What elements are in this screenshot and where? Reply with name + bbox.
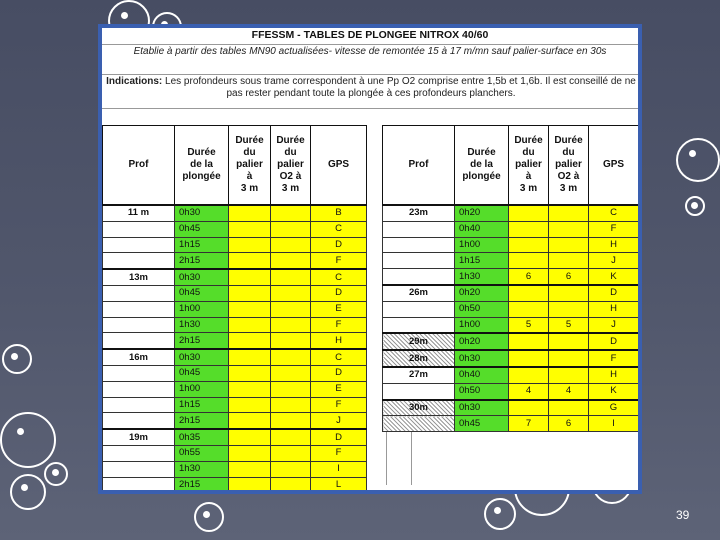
stop-o2-cell — [271, 397, 311, 413]
indications-text: Les profondeurs sous trame correspondent à une Pp O2 comprise entre 1,5b et 1,6b. Il est conseillé de ne pas rester pendant toute la plongée à ces profondeurs planchers. — [165, 76, 636, 99]
depth-cell: 27m — [383, 367, 455, 383]
header-gps: GPS — [589, 126, 639, 206]
table-row — [103, 301, 367, 317]
duration-cell: 2h15 — [175, 253, 229, 269]
stop-o2-cell — [549, 367, 589, 383]
stop-3m-cell — [229, 237, 271, 253]
duration-cell: 2h15 — [175, 333, 229, 349]
stop-3m-cell — [229, 221, 271, 237]
depth-cell — [103, 365, 175, 381]
stop-3m-cell — [509, 301, 549, 317]
bubble-decoration — [484, 498, 516, 530]
stop-3m-cell — [509, 367, 549, 383]
stop-3m-cell — [229, 477, 271, 493]
stop-3m-cell — [229, 445, 271, 461]
depth-cell: 30m — [383, 400, 455, 416]
depth-cell — [103, 445, 175, 461]
duration-cell: 0h30 — [175, 205, 229, 221]
table-row — [103, 269, 367, 285]
duration-cell: 2h15 — [175, 477, 229, 493]
header-palier-o2: Durée du palier O2 à 3 m — [271, 126, 311, 206]
table-row — [383, 253, 639, 269]
table-row — [103, 285, 367, 301]
duration-cell: 1h00 — [175, 301, 229, 317]
depth-cell — [103, 237, 175, 253]
table-row — [383, 317, 639, 333]
stop-o2-cell — [271, 413, 311, 429]
table-row — [103, 205, 367, 221]
duration-cell: 0h20 — [455, 205, 509, 221]
stop-3m-cell — [229, 269, 271, 285]
depth-cell — [383, 317, 455, 333]
stop-o2-cell: 5 — [549, 317, 589, 333]
header-palier: Durée du palier à 3 m — [509, 126, 549, 206]
stop-o2-cell — [271, 333, 311, 349]
gps-cell: E — [311, 381, 367, 397]
table-row — [103, 381, 367, 397]
table-row — [383, 301, 639, 317]
gps-cell: D — [311, 285, 367, 301]
depth-cell: 11 m — [103, 205, 175, 221]
document-subtitle: Etablie à partir des tables MN90 actualisées- vitesse de remontée 15 à 17 m/mn sauf palier-surface en 30s — [133, 46, 607, 57]
depth-cell — [103, 317, 175, 333]
table-row — [103, 253, 367, 269]
gps-cell: D — [589, 285, 639, 301]
stop-3m-cell — [509, 285, 549, 301]
stop-3m-cell: 7 — [509, 416, 549, 432]
depth-cell — [103, 301, 175, 317]
bubble-decoration — [676, 138, 720, 182]
gps-cell: D — [311, 365, 367, 381]
stop-3m-cell — [229, 429, 271, 445]
duration-cell: 0h45 — [175, 365, 229, 381]
stop-3m-cell — [229, 413, 271, 429]
stop-3m-cell — [509, 333, 549, 350]
stop-o2-cell — [271, 381, 311, 397]
stop-3m-cell — [229, 397, 271, 413]
gps-cell: J — [589, 317, 639, 333]
stop-o2-cell — [271, 445, 311, 461]
stop-o2-cell — [549, 400, 589, 416]
depth-cell — [383, 237, 455, 253]
depth-cell — [383, 383, 455, 399]
gps-cell: G — [589, 400, 639, 416]
table-row — [383, 367, 639, 383]
stop-3m-cell — [509, 253, 549, 269]
depth-cell — [383, 416, 455, 432]
depth-cell — [103, 285, 175, 301]
table-row — [103, 349, 367, 365]
stop-o2-cell — [271, 285, 311, 301]
stop-o2-cell: 6 — [549, 416, 589, 432]
duration-cell: 1h15 — [175, 237, 229, 253]
table-row — [103, 221, 367, 237]
gps-cell: E — [311, 301, 367, 317]
gps-cell: C — [589, 205, 639, 221]
depth-cell: 19m — [103, 429, 175, 445]
bubble-decoration — [194, 502, 224, 532]
table-row — [383, 383, 639, 399]
depth-cell — [383, 269, 455, 285]
table-row — [383, 416, 639, 432]
duration-cell: 1h30 — [175, 461, 229, 477]
gps-cell: I — [311, 461, 367, 477]
duration-cell: 0h20 — [455, 285, 509, 301]
duration-cell: 1h30 — [455, 269, 509, 285]
stop-o2-cell — [271, 365, 311, 381]
stop-o2-cell — [271, 317, 311, 333]
stop-o2-cell: 6 — [549, 269, 589, 285]
depth-cell — [383, 221, 455, 237]
stop-3m-cell — [229, 317, 271, 333]
stop-o2-cell — [271, 477, 311, 493]
gps-cell: F — [311, 397, 367, 413]
stop-3m-cell — [229, 365, 271, 381]
gps-cell: C — [311, 269, 367, 285]
stop-3m-cell — [509, 237, 549, 253]
table-row — [383, 269, 639, 285]
duration-cell: 0h45 — [175, 221, 229, 237]
table-row — [103, 397, 367, 413]
gps-cell: J — [311, 413, 367, 429]
bubble-decoration — [685, 196, 705, 216]
depth-cell — [103, 381, 175, 397]
stop-o2-cell — [271, 205, 311, 221]
gps-cell: K — [589, 269, 639, 285]
duration-cell: 1h30 — [175, 317, 229, 333]
gps-cell: D — [589, 333, 639, 350]
stop-3m-cell — [509, 350, 549, 367]
table-row — [383, 350, 639, 367]
stop-o2-cell — [549, 237, 589, 253]
depth-cell: 29m — [383, 333, 455, 350]
stop-3m-cell — [229, 253, 271, 269]
gps-cell: H — [589, 237, 639, 253]
bubble-decoration — [44, 462, 68, 486]
stop-o2-cell — [271, 269, 311, 285]
duration-cell: 0h30 — [175, 349, 229, 365]
stop-o2-cell — [549, 205, 589, 221]
stop-3m-cell — [229, 333, 271, 349]
stop-3m-cell — [229, 381, 271, 397]
right-dive-table — [382, 125, 639, 432]
gps-cell: H — [311, 333, 367, 349]
header-prof: Prof — [103, 126, 175, 206]
table-row — [383, 237, 639, 253]
table-row — [103, 317, 367, 333]
stop-3m-cell — [229, 205, 271, 221]
gps-cell: F — [311, 253, 367, 269]
table-row — [383, 221, 639, 237]
gps-cell: J — [589, 253, 639, 269]
bubble-decoration — [0, 412, 56, 468]
stop-o2-cell: 4 — [549, 383, 589, 399]
depth-cell — [383, 301, 455, 317]
table-row — [103, 333, 367, 349]
stop-3m-cell — [509, 400, 549, 416]
gps-cell: F — [589, 350, 639, 367]
duration-cell: 0h35 — [175, 429, 229, 445]
stop-o2-cell — [271, 301, 311, 317]
depth-cell — [103, 461, 175, 477]
duration-cell: 0h55 — [175, 445, 229, 461]
stop-3m-cell — [229, 349, 271, 365]
dive-table-document — [98, 24, 642, 494]
bubble-decoration — [2, 344, 32, 374]
stop-3m-cell — [509, 205, 549, 221]
stop-o2-cell — [271, 221, 311, 237]
gps-cell: H — [589, 301, 639, 317]
gps-cell: F — [311, 317, 367, 333]
stop-o2-cell — [271, 253, 311, 269]
table-row — [103, 477, 367, 493]
stop-o2-cell — [549, 221, 589, 237]
depth-cell: 13m — [103, 269, 175, 285]
depth-cell: 28m — [383, 350, 455, 367]
stop-o2-cell — [549, 301, 589, 317]
table-row — [383, 285, 639, 301]
gps-cell: I — [589, 416, 639, 432]
header-prof: Prof — [383, 126, 455, 206]
gps-cell: D — [311, 429, 367, 445]
duration-cell: 1h00 — [455, 317, 509, 333]
depth-cell — [103, 397, 175, 413]
stop-3m-cell: 5 — [509, 317, 549, 333]
header-duree: Durée de la plongée — [455, 126, 509, 206]
table-row — [103, 461, 367, 477]
duration-cell: 0h40 — [455, 367, 509, 383]
depth-cell — [103, 413, 175, 429]
stop-3m-cell — [229, 301, 271, 317]
table-row — [103, 429, 367, 445]
duration-cell: 0h30 — [455, 350, 509, 367]
duration-cell: 0h20 — [455, 333, 509, 350]
duration-cell: 0h30 — [455, 400, 509, 416]
gps-cell: C — [311, 221, 367, 237]
duration-cell: 1h15 — [455, 253, 509, 269]
stop-3m-cell — [229, 285, 271, 301]
table-row — [383, 205, 639, 221]
document-title: FFESSM - TABLES DE PLONGEE NITROX 40/60 — [251, 29, 489, 41]
duration-cell: 2h15 — [175, 413, 229, 429]
depth-cell — [103, 333, 175, 349]
stop-o2-cell — [271, 461, 311, 477]
gps-cell: C — [311, 349, 367, 365]
depth-cell: 16m — [103, 349, 175, 365]
gps-cell: B — [311, 205, 367, 221]
stop-o2-cell — [271, 349, 311, 365]
table-row — [103, 365, 367, 381]
table-row — [383, 400, 639, 416]
document-indications — [106, 76, 636, 100]
stop-o2-cell — [271, 237, 311, 253]
duration-cell: 0h45 — [455, 416, 509, 432]
stop-o2-cell — [549, 333, 589, 350]
duration-cell: 1h15 — [175, 397, 229, 413]
stop-3m-cell — [509, 221, 549, 237]
stop-3m-cell: 4 — [509, 383, 549, 399]
table-row — [103, 237, 367, 253]
indications-label: Indications: — [106, 76, 163, 87]
header-gps: GPS — [311, 126, 367, 206]
duration-cell: 0h30 — [175, 269, 229, 285]
table-row — [103, 445, 367, 461]
stop-o2-cell — [549, 350, 589, 367]
duration-cell: 0h50 — [455, 301, 509, 317]
depth-cell — [103, 477, 175, 493]
depth-cell — [103, 221, 175, 237]
stop-3m-cell — [229, 461, 271, 477]
stop-o2-cell — [549, 253, 589, 269]
bubble-decoration — [10, 474, 46, 510]
gps-cell: D — [311, 237, 367, 253]
gps-cell: F — [589, 221, 639, 237]
depth-cell: 26m — [383, 285, 455, 301]
depth-cell — [383, 253, 455, 269]
header-palier-o2: Durée du palier O2 à 3 m — [549, 126, 589, 206]
duration-cell: 0h50 — [455, 383, 509, 399]
gps-cell: K — [589, 383, 639, 399]
depth-cell: 23m — [383, 205, 455, 221]
duration-cell: 0h45 — [175, 285, 229, 301]
depth-cell — [103, 253, 175, 269]
duration-cell: 1h00 — [175, 381, 229, 397]
table-row — [383, 333, 639, 350]
slide-number: 39 — [676, 508, 690, 522]
table-row — [103, 413, 367, 429]
stop-3m-cell: 6 — [509, 269, 549, 285]
gps-cell: L — [311, 477, 367, 493]
duration-cell: 0h40 — [455, 221, 509, 237]
duration-cell: 1h00 — [455, 237, 509, 253]
gps-cell: H — [589, 367, 639, 383]
stop-o2-cell — [549, 285, 589, 301]
header-palier: Durée du palier à 3 m — [229, 126, 271, 206]
gps-cell: F — [311, 445, 367, 461]
stop-o2-cell — [271, 429, 311, 445]
left-dive-table — [102, 125, 367, 493]
header-duree: Durée de la plongée — [175, 126, 229, 206]
